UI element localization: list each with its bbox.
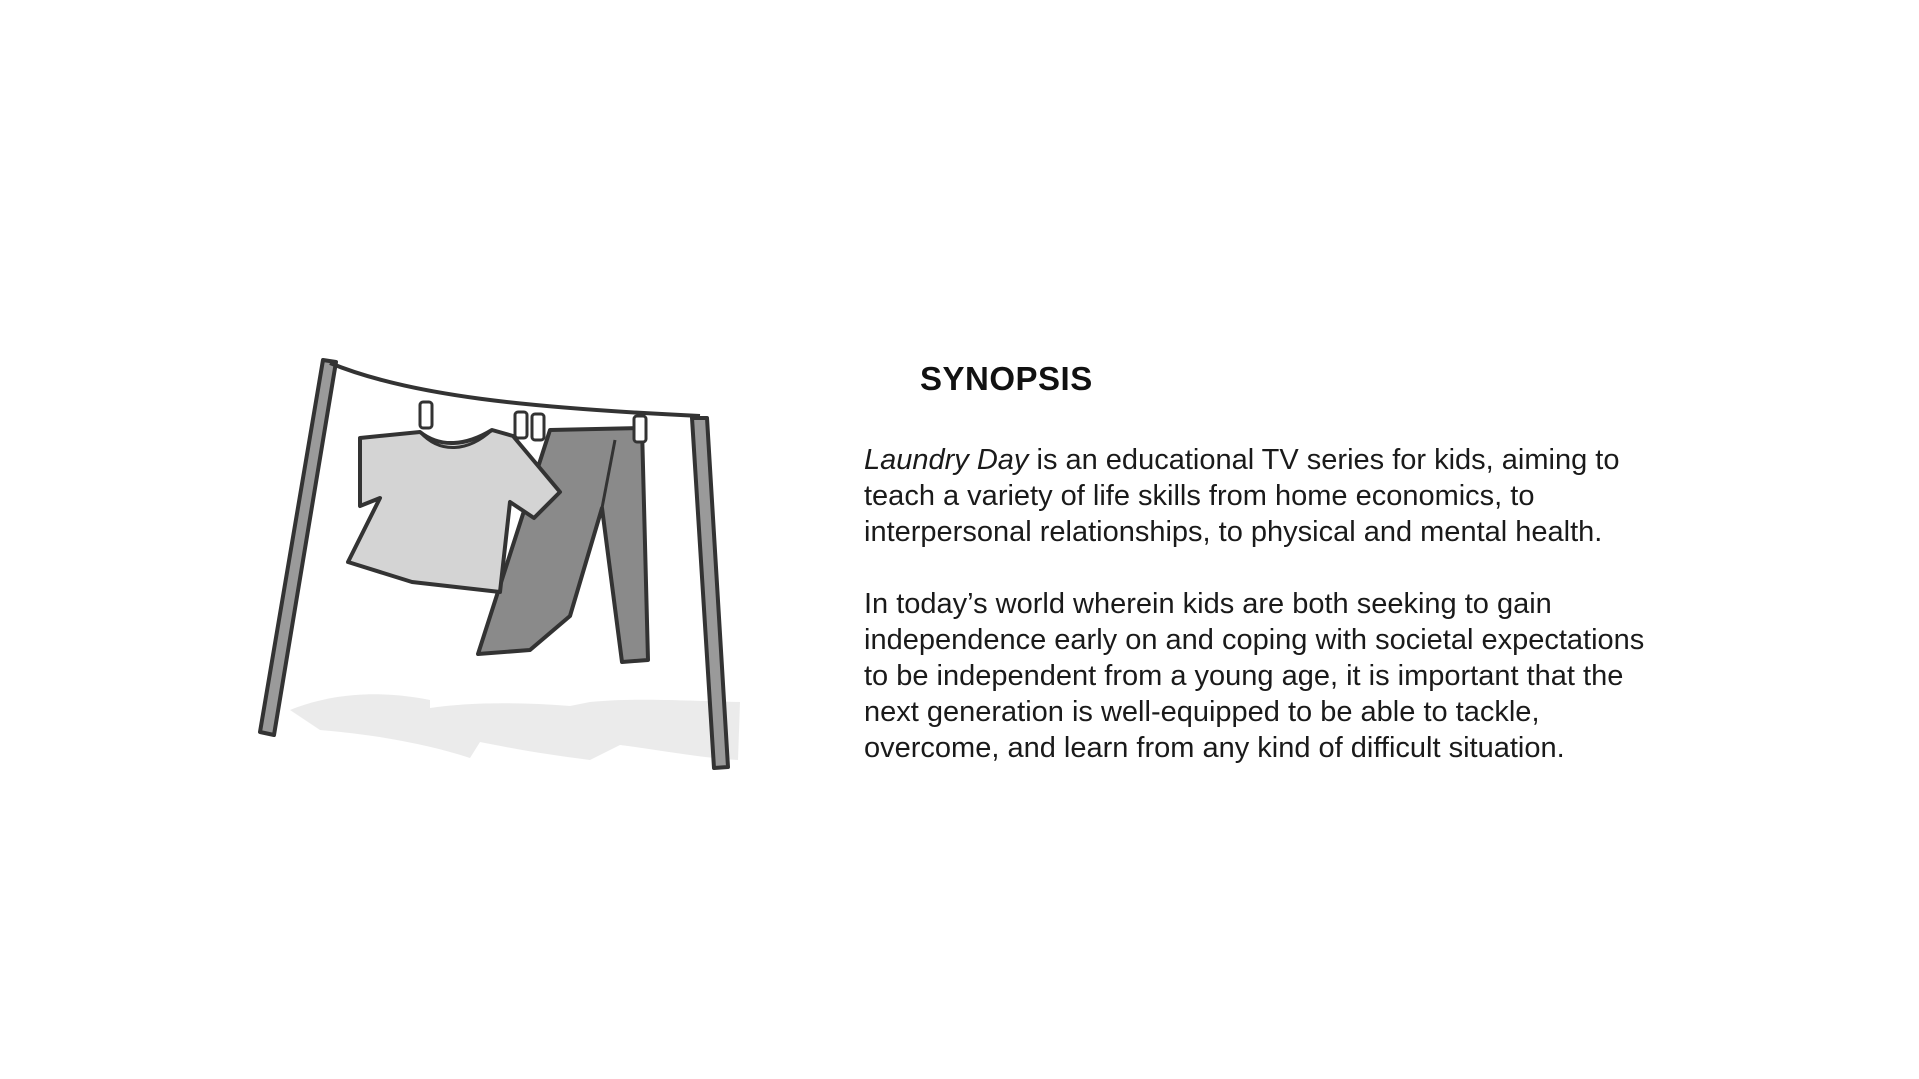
synopsis-body xyxy=(864,442,1744,802)
paragraph-2-line-2: independence early on and coping with societal expectations xyxy=(864,624,1645,656)
paragraph-1-line-3: interpersonal relationships, to physical and mental health. xyxy=(864,516,1603,548)
paragraph-2-line-5: overcome, and learn from any kind of difficult situation. xyxy=(864,732,1565,764)
clothesline-with-shirt-and-pants-icon xyxy=(230,330,790,790)
paragraph-1-line-2: teach a variety of life skills from home economics, to xyxy=(864,480,1535,512)
show-title: Laundry Day xyxy=(864,444,1029,476)
synopsis-heading: SYNOPSIS xyxy=(920,360,1093,397)
paragraph-1-line-1 xyxy=(864,442,1744,478)
paragraph-1-line-1-rest: is an educational TV series for kids, aiming to xyxy=(1028,444,1620,476)
synopsis-paragraph-1 xyxy=(864,442,1744,550)
paragraph-2-line-1: In today’s world wherein kids are both seeking to gain xyxy=(864,588,1552,620)
synopsis-paragraph-2 xyxy=(864,586,1744,766)
paragraph-2-line-3: to be independent from a young age, it is important that the xyxy=(864,660,1624,692)
clothesline-illustration xyxy=(230,330,790,790)
paragraph-2-line-4: next generation is well-equipped to be able to tackle, xyxy=(864,696,1540,728)
